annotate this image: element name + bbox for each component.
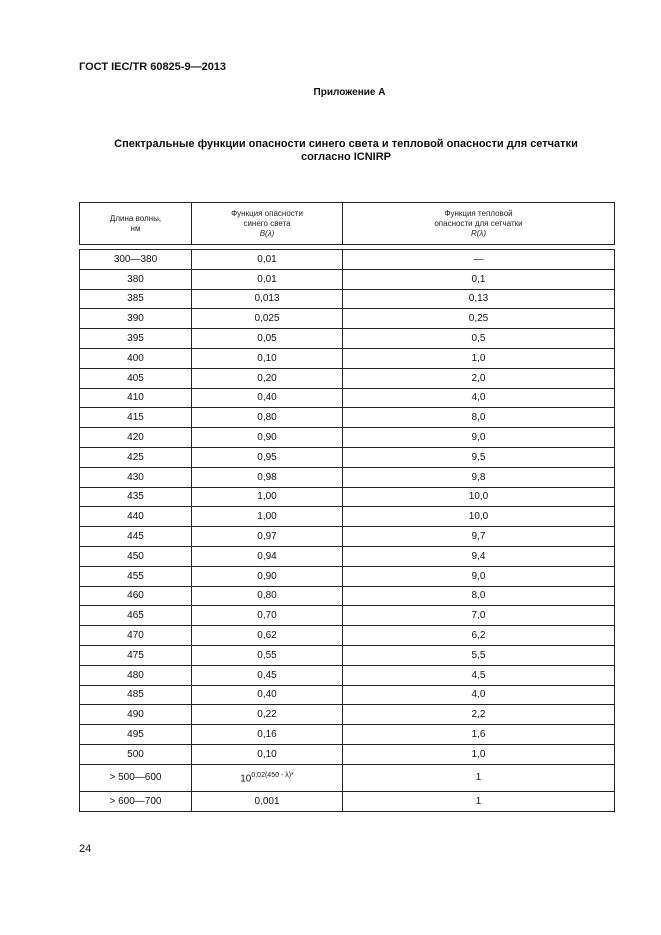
table-header-row (80, 203, 615, 245)
cell-wavelength: 415 (80, 408, 192, 428)
cell-blue-hazard-formula (192, 764, 343, 791)
cell-wavelength: 425 (80, 447, 192, 467)
cell-thermal-hazard: 9,8 (343, 467, 615, 487)
cell-wavelength: 395 (80, 329, 192, 349)
table-row (80, 388, 615, 408)
cell-blue-hazard: 0,94 (192, 546, 343, 566)
header-wavelength-line-2: нм (130, 223, 141, 233)
cell-wavelength: 480 (80, 665, 192, 685)
table-row (80, 467, 615, 487)
cell-blue-hazard: 0,05 (192, 329, 343, 349)
cell-blue-hazard: 0,98 (192, 467, 343, 487)
header-blue-line-3: B(λ) (259, 228, 275, 238)
table-row (80, 586, 615, 606)
cell-wavelength: 405 (80, 368, 192, 388)
cell-blue-hazard: 0,20 (192, 368, 343, 388)
cell-wavelength: 450 (80, 546, 192, 566)
cell-blue-hazard: 1,00 (192, 507, 343, 527)
table-row (80, 725, 615, 745)
cell-blue-hazard: 0,95 (192, 447, 343, 467)
cell-blue-hazard: 0,97 (192, 527, 343, 547)
table-row (80, 487, 615, 507)
cell-blue-hazard: 0,01 (192, 269, 343, 289)
cell-thermal-hazard: 9,5 (343, 447, 615, 467)
table-row (80, 791, 615, 811)
cell-thermal-hazard: 9,7 (343, 527, 615, 547)
cell-blue-hazard: 0,10 (192, 348, 343, 368)
cell-thermal-hazard: 10,0 (343, 507, 615, 527)
header-wavelength-line-1: Длина волны, (109, 213, 162, 223)
cell-wavelength: 435 (80, 487, 192, 507)
cell-thermal-hazard: 0,25 (343, 309, 615, 329)
cell-thermal-hazard: 9,0 (343, 566, 615, 586)
table-row (80, 289, 615, 309)
cell-wavelength: 460 (80, 586, 192, 606)
cell-thermal-hazard: 4,5 (343, 665, 615, 685)
table-row (80, 645, 615, 665)
table-row (80, 566, 615, 586)
appendix-label: Приложение А (313, 87, 386, 98)
cell-wavelength: 470 (80, 626, 192, 646)
cell-thermal-hazard: 0,1 (343, 269, 615, 289)
formula-exponent: 0,02(450 - λ)* (251, 771, 294, 779)
cell-blue-hazard: 0,025 (192, 309, 343, 329)
table-row (80, 428, 615, 448)
table-row (80, 368, 615, 388)
table-title-line-2: согласно ICNIRP (300, 151, 392, 163)
cell-blue-hazard: 0,001 (192, 791, 343, 811)
cell-wavelength: 430 (80, 467, 192, 487)
table-row (80, 626, 615, 646)
cell-thermal-hazard: 9,0 (343, 428, 615, 448)
cell-blue-hazard: 0,62 (192, 626, 343, 646)
cell-wavelength: 440 (80, 507, 192, 527)
cell-blue-hazard: 0,55 (192, 645, 343, 665)
cell-blue-hazard: 0,80 (192, 586, 343, 606)
cell-thermal-hazard: 8,0 (343, 586, 615, 606)
table-row (80, 329, 615, 349)
cell-thermal-hazard: — (343, 250, 615, 270)
cell-wavelength: 455 (80, 566, 192, 586)
cell-blue-hazard: 0,45 (192, 665, 343, 685)
header-thermal-line-3: R(λ) (470, 228, 487, 238)
header-blue-line-1: Функция опасности (231, 208, 303, 218)
cell-blue-hazard: 0,80 (192, 408, 343, 428)
cell-thermal-hazard: 1 (343, 791, 615, 811)
cell-blue-hazard: 0,40 (192, 388, 343, 408)
cell-wavelength: > 500—600 (80, 764, 192, 791)
cell-wavelength: 420 (80, 428, 192, 448)
cell-thermal-hazard: 0,13 (343, 289, 615, 309)
table-title (79, 138, 613, 164)
header-blue-light-hazard (192, 203, 343, 245)
cell-wavelength: 475 (80, 645, 192, 665)
cell-thermal-hazard: 1 (343, 764, 615, 791)
cell-thermal-hazard: 2,0 (343, 368, 615, 388)
cell-wavelength: 485 (80, 685, 192, 705)
table-row (80, 507, 615, 527)
cell-thermal-hazard: 8,0 (343, 408, 615, 428)
hazard-function-table (79, 202, 615, 812)
cell-blue-hazard: 1,00 (192, 487, 343, 507)
cell-thermal-hazard: 1,0 (343, 348, 615, 368)
formula-base: 10 (240, 772, 252, 784)
cell-thermal-hazard: 6,2 (343, 626, 615, 646)
cell-thermal-hazard: 2,2 (343, 705, 615, 725)
cell-wavelength: 495 (80, 725, 192, 745)
cell-wavelength: > 600—700 (80, 791, 192, 811)
cell-thermal-hazard: 4,0 (343, 685, 615, 705)
cell-blue-hazard: 0,22 (192, 705, 343, 725)
table-row (80, 250, 615, 270)
cell-blue-hazard: 0,16 (192, 725, 343, 745)
cell-blue-hazard: 0,90 (192, 566, 343, 586)
cell-wavelength: 385 (80, 289, 192, 309)
cell-wavelength: 500 (80, 744, 192, 764)
cell-wavelength: 380 (80, 269, 192, 289)
header-blue-line-2: синего света (243, 218, 291, 228)
table-row (80, 705, 615, 725)
cell-wavelength: 300—380 (80, 250, 192, 270)
table-row (80, 606, 615, 626)
cell-blue-hazard: 0,90 (192, 428, 343, 448)
document-standard-code: ГОСТ IEC/TR 60825-9—2013 (79, 61, 227, 73)
table-title-line-1: Спектральные функции опасности синего света и тепловой опасности для сетчатки (114, 138, 578, 150)
table-row (80, 348, 615, 368)
table-row (80, 447, 615, 467)
table-row (80, 546, 615, 566)
header-thermal-line-2: опасности для сетчатки (434, 218, 523, 228)
header-thermal-hazard (343, 203, 615, 245)
cell-thermal-hazard: 10,0 (343, 487, 615, 507)
page-number: 24 (79, 843, 92, 855)
table-row (80, 744, 615, 764)
cell-thermal-hazard: 0,5 (343, 329, 615, 349)
cell-thermal-hazard: 5,5 (343, 645, 615, 665)
table-row (80, 309, 615, 329)
cell-thermal-hazard: 1,0 (343, 744, 615, 764)
cell-wavelength: 445 (80, 527, 192, 547)
table-row (80, 764, 615, 791)
table-row (80, 408, 615, 428)
cell-wavelength: 410 (80, 388, 192, 408)
cell-blue-hazard: 0,10 (192, 744, 343, 764)
cell-blue-hazard: 0,01 (192, 250, 343, 270)
table-row (80, 269, 615, 289)
header-thermal-line-1: Функция тепловой (444, 208, 513, 218)
table-row (80, 527, 615, 547)
header-wavelength (80, 203, 192, 245)
cell-wavelength: 490 (80, 705, 192, 725)
cell-thermal-hazard: 4,0 (343, 388, 615, 408)
cell-blue-hazard: 0,40 (192, 685, 343, 705)
cell-thermal-hazard: 9,4 (343, 546, 615, 566)
cell-blue-hazard: 0,013 (192, 289, 343, 309)
cell-wavelength: 465 (80, 606, 192, 626)
cell-blue-hazard: 0,70 (192, 606, 343, 626)
table-row (80, 665, 615, 685)
cell-thermal-hazard: 7,0 (343, 606, 615, 626)
table-row (80, 685, 615, 705)
cell-wavelength: 400 (80, 348, 192, 368)
cell-thermal-hazard: 1,6 (343, 725, 615, 745)
cell-wavelength: 390 (80, 309, 192, 329)
